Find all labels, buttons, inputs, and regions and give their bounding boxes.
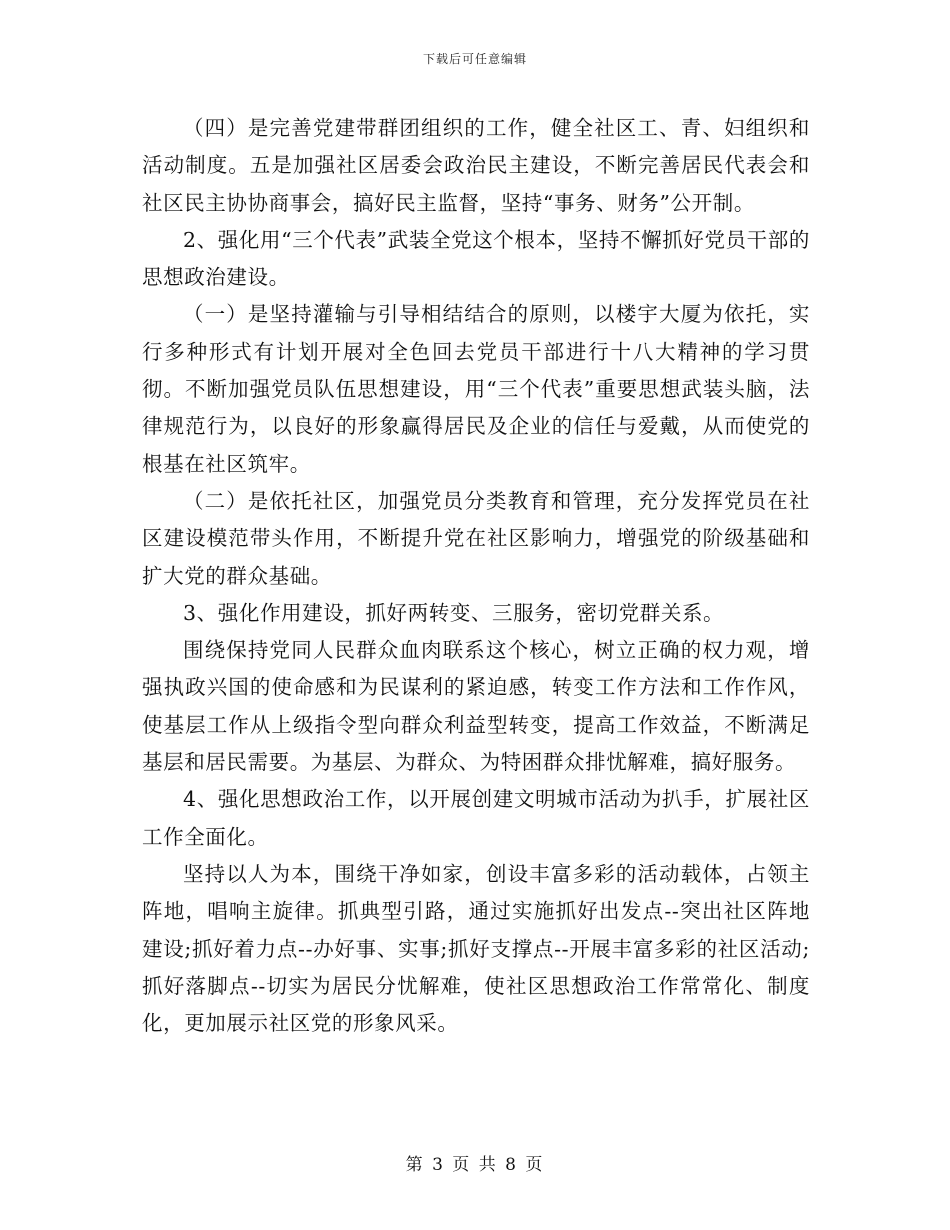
paragraph-2: 2、强化用“三个代表”武装全党这个根本，坚持不懈抓好党员干部的思想政治建设。: [142, 227, 810, 290]
document-body: [142, 110, 810, 1042]
paragraph-4: （二）是依托社区，加强党员分类教育和管理，充分发挥党员在社区建设模范带头作用，不断提升党在社区影响力，增强党的阶级基础和扩大党的群众基础。: [142, 488, 810, 588]
paragraph-8: 坚持以人为本，围绕干净如家，创设丰富多彩的活动载体，占领主阵地，唱响主旋律。抓典型引路，通过实施抓好出发点--突出社区阵地建设;抓好着力点--办好事、实事;抓好支撑点--开展丰富多彩的社区活动;抓好落脚点--切实为居民分忧解难，使社区思想政治工作常常化、制度化，更加展示社区党的形象风采。: [142, 861, 810, 1036]
paragraph-3: （一）是坚持灌输与引导相结结合的原则，以楼宇大厦为依托，实行多种形式有计划开展对全色回去党员干部进行十八大精神的学习贯彻。不断加强党员队伍思想建设，用“三个代表”重要思想武装头脑，法律规范行为，以良好的形象赢得居民及企业的信任与爱戴，从而使党的根基在社区筑牢。: [142, 302, 810, 476]
paragraph-5: 3、强化作用建设，抓好两转变、三服务，密切党群关系。: [183, 600, 725, 625]
page-header: 下载后可任意编辑: [422, 52, 527, 66]
paragraph-6: 围绕保持党同人民群众血肉联系这个核心，树立正确的权力观，增强执政兴国的使命感和为民谋利的紧迫感，转变工作方法和工作作风，使基层工作从上级指令型向群众利益型转变，提高工作效益，不断满足基层和居民需要。为基层、为群众、为特困群众排忧解难，搞好服务。: [142, 638, 810, 775]
paragraph-1: （四）是完善党建带群团组织的工作，健全社区工、青、妇组织和活动制度。五是加强社区居委会政治民主建设，不断完善居民代表会和社区民主协协商事会，搞好民主监督，坚持“事务、财务”公开制。: [142, 116, 810, 215]
paragraph-7: 4、强化思想政治工作，以开展创建文明城市活动为扒手，扩展社区工作全面化。: [142, 787, 810, 849]
page-number: 第 3 页 共 8 页: [405, 1155, 545, 1175]
